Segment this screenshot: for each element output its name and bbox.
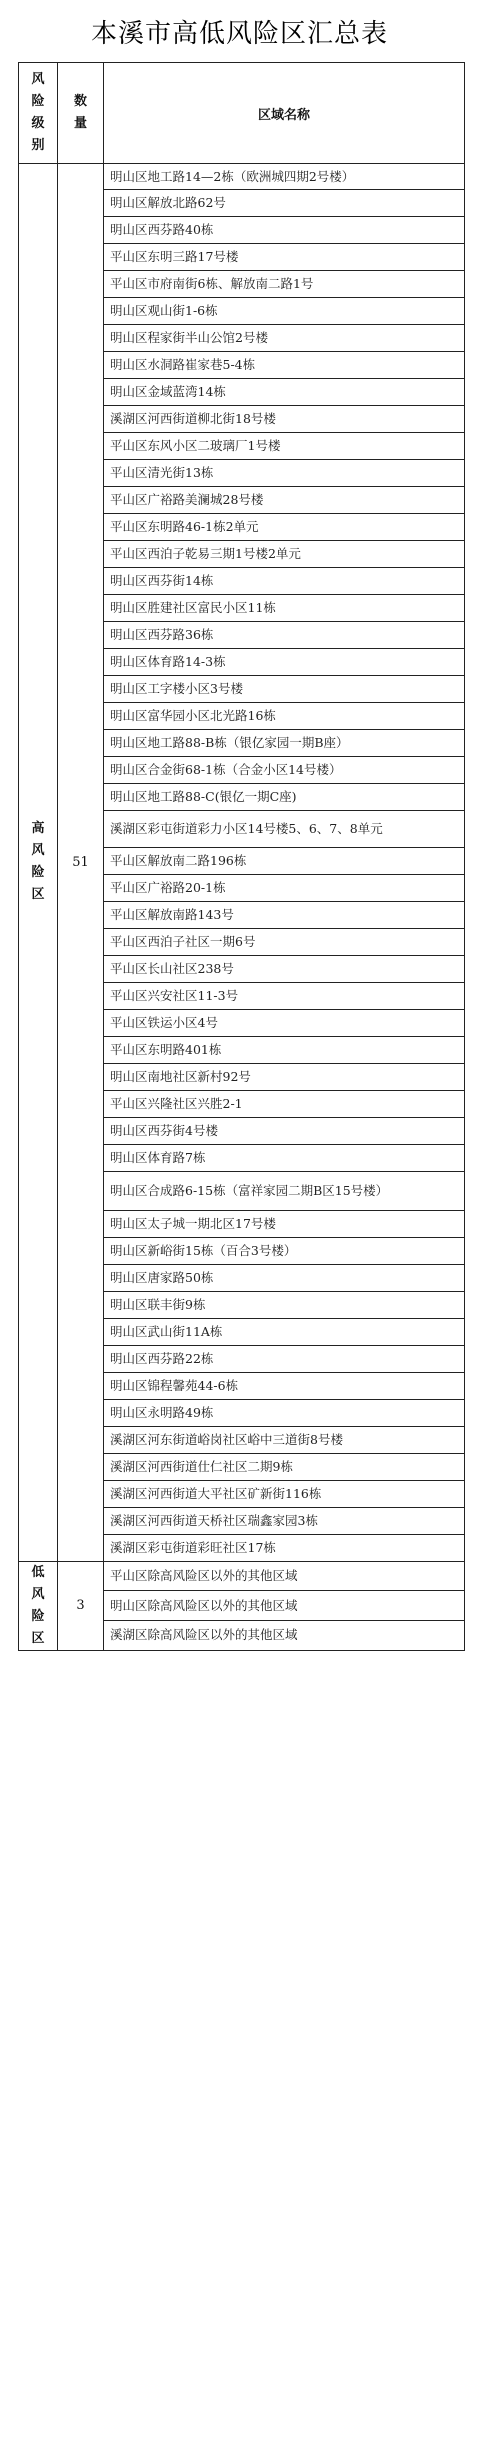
area-name-cell: 溪湖区彩屯街道彩力小区14号楼5、6、7、8单元 [104,810,465,847]
area-name-cell: 明山区武山街11A栋 [104,1318,465,1345]
area-name-cell: 明山区程家街半山公馆2号楼 [104,324,465,351]
area-name-cell: 明山区富华园小区北光路16栋 [104,702,465,729]
area-name-cell: 明山区金域蓝湾14栋 [104,378,465,405]
area-name-cell: 溪湖区河西街道天桥社区瑞鑫家园3栋 [104,1507,465,1534]
area-name-cell: 平山区铁运小区4号 [104,1009,465,1036]
area-name-cell: 溪湖区河西街道仕仁社区二期9栋 [104,1453,465,1480]
area-name-cell: 溪湖区除高风险区以外的其他区域 [104,1621,465,1651]
header-count: 数量 [58,63,104,164]
area-name-cell: 明山区永明路49栋 [104,1399,465,1426]
area-name-cell: 明山区西芬街4号楼 [104,1117,465,1144]
area-name-cell: 平山区东风小区二玻璃厂1号楼 [104,432,465,459]
risk-area-table [18,62,465,1651]
page-title: 本溪市高低风险区汇总表 [90,18,388,49]
risk-level-cell: 高风险区 [19,164,58,1562]
area-name-cell: 明山区太子城一期北区17号楼 [104,1210,465,1237]
table-row [19,164,465,190]
area-name-cell: 明山区西芬路22栋 [104,1345,465,1372]
area-name-cell: 明山区合金街68-1栋（合金小区14号楼） [104,756,465,783]
area-name-cell: 明山区水洞路崔家巷5-4栋 [104,351,465,378]
area-name-cell: 平山区清光街13栋 [104,459,465,486]
risk-level-cell: 低风险区 [19,1561,58,1650]
area-name-cell: 明山区除高风险区以外的其他区域 [104,1591,465,1621]
table-header [19,63,465,164]
area-name-cell: 明山区锦程馨苑44-6栋 [104,1372,465,1399]
header-area-name: 区域名称 [104,63,465,164]
area-name-cell: 平山区除高风险区以外的其他区域 [104,1561,465,1591]
area-name-cell: 明山区西芬路40栋 [104,216,465,243]
area-name-cell: 平山区东明路46-1栋2单元 [104,513,465,540]
area-name-cell: 明山区观山街1-6栋 [104,297,465,324]
area-name-cell: 明山区地工路88-C(银亿一期C座) [104,783,465,810]
area-name-cell: 溪湖区河西街道大平社区矿新街116栋 [104,1480,465,1507]
table-row [19,1561,465,1591]
area-name-cell: 平山区解放南路143号 [104,901,465,928]
area-name-cell: 溪湖区河东街道峪岗社区峪中三道街8号楼 [104,1426,465,1453]
count-cell: 3 [58,1561,104,1650]
area-name-cell: 溪湖区彩屯街道彩旺社区17栋 [104,1534,465,1561]
area-name-cell: 明山区西芬街14栋 [104,567,465,594]
area-name-cell: 明山区西芬路36栋 [104,621,465,648]
area-name-cell: 平山区西泊子乾易三期1号楼2单元 [104,540,465,567]
area-name-cell: 平山区兴安社区11-3号 [104,982,465,1009]
area-name-cell: 明山区体育路14-3栋 [104,648,465,675]
area-name-cell: 明山区地工路14—2栋（欧洲城四期2号楼） [104,164,465,190]
area-name-cell: 明山区南地社区新村92号 [104,1063,465,1090]
area-name-cell: 平山区广裕路20-1栋 [104,874,465,901]
area-name-cell: 平山区兴隆社区兴胜2-1 [104,1090,465,1117]
count-cell: 51 [58,164,104,1562]
area-name-cell: 明山区合成路6-15栋（富祥家园二期B区15号楼） [104,1171,465,1210]
area-name-cell: 明山区新峪街15栋（百合3号楼） [104,1237,465,1264]
table-body [19,164,465,1651]
area-name-cell: 平山区广裕路美澜城28号楼 [104,486,465,513]
area-name-cell: 明山区体育路7栋 [104,1144,465,1171]
area-name-cell: 平山区东明路401栋 [104,1036,465,1063]
area-name-cell: 溪湖区河西街道柳北街18号楼 [104,405,465,432]
area-name-cell: 明山区胜建社区富民小区11栋 [104,594,465,621]
area-name-cell: 明山区联丰街9栋 [104,1291,465,1318]
area-name-cell: 明山区解放北路62号 [104,190,465,217]
header-risk-level: 风险级别 [19,63,58,164]
area-name-cell: 明山区地工路88-B栋（银亿家园一期B座） [104,729,465,756]
area-name-cell: 平山区市府南街6栋、解放南二路1号 [104,270,465,297]
area-name-cell: 平山区解放南二路196栋 [104,847,465,874]
area-name-cell: 明山区工字楼小区3号楼 [104,675,465,702]
area-name-cell: 平山区东明三路17号楼 [104,243,465,270]
area-name-cell: 平山区长山社区238号 [104,955,465,982]
area-name-cell: 平山区西泊子社区一期6号 [104,928,465,955]
area-name-cell: 明山区唐家路50栋 [104,1264,465,1291]
